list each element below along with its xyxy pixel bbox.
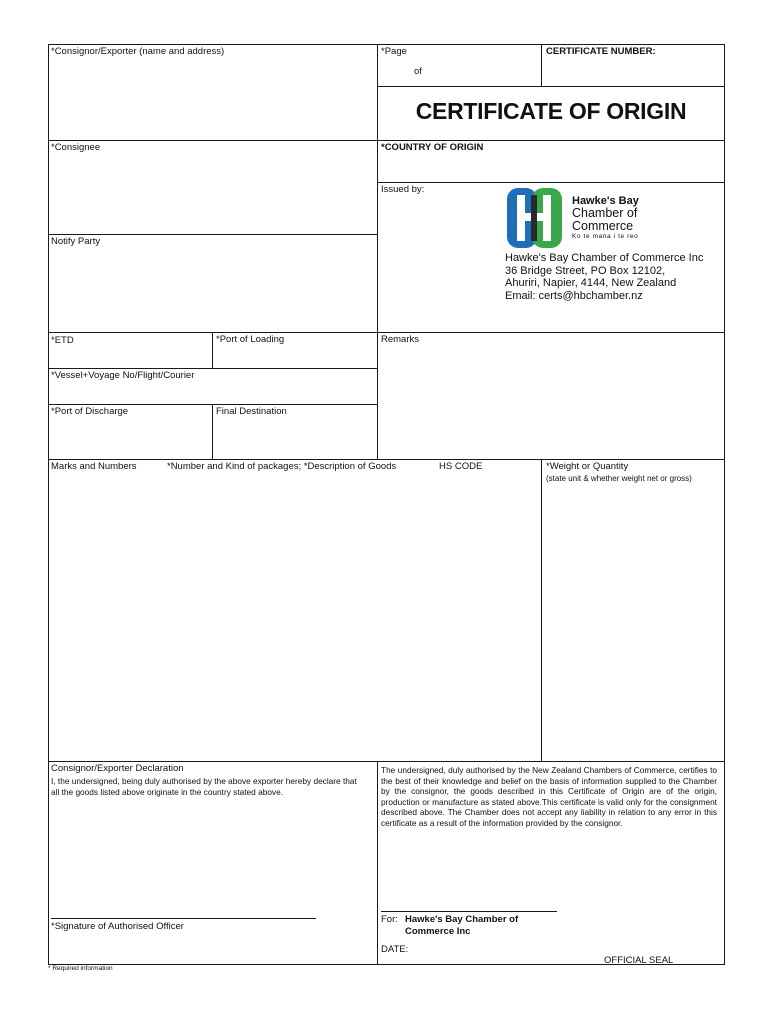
issuer-email: Email: certs@hbchamber.nz (505, 290, 643, 303)
divider-etd-port (212, 332, 213, 368)
certificate-number-label: CERTIFICATE NUMBER: (546, 46, 656, 57)
declaration-title: Consignor/Exporter Declaration (51, 763, 184, 774)
packages-description-label: *Number and Kind of packages; *Description of Goods (167, 461, 397, 472)
remarks-label: Remarks (381, 334, 420, 345)
issuer-address-line3: Ahuriri, Napier, 4144, New Zealand (505, 277, 677, 290)
hs-code-label: HS CODE (439, 461, 483, 472)
chamber-signature-field[interactable] (381, 876, 557, 910)
divider-etd-bottom (48, 368, 378, 369)
chamber-signature-line (381, 911, 557, 912)
port-of-discharge-label: *Port of Discharge (51, 406, 129, 417)
weight-quantity-label: *Weight or Quantity (546, 461, 629, 472)
consignor-label: *Consignor/Exporter (name and address) (51, 46, 225, 57)
country-of-origin-field[interactable] (380, 154, 723, 181)
port-of-discharge-field[interactable] (49, 418, 211, 458)
consignor-field[interactable] (49, 58, 376, 139)
divider-declaration (377, 761, 378, 965)
page-label: *Page (381, 46, 407, 57)
divider-consignee-bottom (48, 234, 378, 235)
for-org-line1: Hawke's Bay Chamber of (405, 914, 519, 925)
form-border-top (48, 44, 725, 45)
issued-by-label: Issued by: (381, 184, 425, 195)
logo-name-line1: Hawke's Bay (572, 195, 639, 207)
port-of-loading-field[interactable] (214, 346, 376, 367)
etd-field[interactable] (49, 346, 211, 367)
chamber-logo-mark-icon (505, 186, 563, 250)
for-label: For: (381, 914, 398, 925)
etd-label: *ETD (51, 335, 74, 346)
logo-tagline: Ko te mana i te reo (572, 233, 639, 240)
country-of-origin-label: *COUNTRY OF ORIGIN (381, 142, 484, 153)
final-destination-label: Final Destination (216, 406, 287, 417)
consignee-label: *Consignee (51, 142, 101, 153)
logo-name-line3: Commerce (572, 219, 634, 233)
logo-name-line2: Chamber of (572, 206, 638, 220)
vessel-field[interactable] (49, 382, 376, 403)
certificate-number-field[interactable] (544, 58, 723, 85)
divider-discharge-final (212, 404, 213, 460)
remarks-field[interactable] (380, 346, 723, 458)
page-title: CERTIFICATE OF ORIGIN (415, 98, 687, 124)
required-info-note: * Required information (48, 965, 113, 972)
date-field[interactable] (413, 942, 563, 956)
weight-quantity-sublabel: (state unit & whether weight net or gross) (546, 474, 692, 483)
divider-goods-bottom (48, 761, 725, 762)
divider-title-bottom (48, 140, 725, 141)
divider-goods-top (48, 459, 725, 460)
page-number-field[interactable] (380, 58, 540, 85)
weight-quantity-field[interactable] (543, 486, 723, 760)
notify-party-field[interactable] (49, 248, 376, 331)
notify-party-label: Notify Party (51, 236, 101, 247)
issuer-address-line1: Hawke's Bay Chamber of Commerce Inc (505, 252, 704, 264)
divider-weight (541, 459, 542, 761)
declaration-text: I, the undersigned, being duly authorised by the above exporter hereby declare that all the goods listed above originate in the country stated above. (51, 776, 357, 797)
issuer-address (505, 252, 703, 303)
final-destination-field[interactable] (214, 418, 376, 458)
divider-header-right (377, 86, 725, 87)
official-seal-label: OFFICIAL SEAL (604, 955, 674, 966)
date-label: DATE: (381, 944, 409, 955)
issuer-address-line2: 36 Bridge Street, PO Box 12102, (505, 264, 666, 277)
chamber-logo (505, 186, 665, 250)
port-of-loading-label: *Port of Loading (216, 334, 285, 345)
chamber-certification-text: The undersigned, duly authorised by the New Zealand Chambers of Commerce, certifies to the best of their knowledge and belief on the basis of information supplied to the Chamber by the consignor, the goods described in this Certificate of Origin are of the origin, production or manufacture as stated above.This certificate is valid only for the consignment described above. The Chamber does not accept any liability in relation to any error in this certificate as a result of the information provided by the consignor. (381, 765, 717, 828)
marks-numbers-label: Marks and Numbers (51, 461, 137, 472)
page-of-label: of (414, 66, 422, 77)
signature-line (51, 918, 316, 919)
divider-vessel-bottom (48, 404, 378, 405)
divider-notify-bottom (48, 332, 725, 333)
for-org-line2: Commerce Inc (405, 926, 471, 937)
signature-label: *Signature of Authorised Officer (51, 921, 184, 932)
consignee-field[interactable] (49, 154, 376, 233)
signature-field[interactable] (51, 880, 316, 917)
vessel-label: *Vessel+Voyage No/Flight/Courier (51, 370, 195, 381)
divider-page-cert (541, 44, 542, 86)
divider-country-bottom (377, 182, 725, 183)
goods-description-field[interactable] (49, 474, 540, 760)
